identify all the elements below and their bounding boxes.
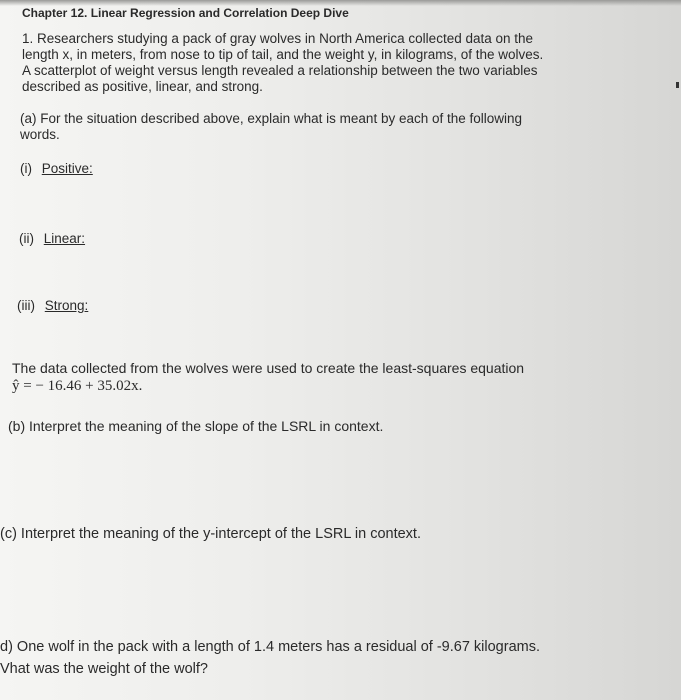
item-number: (i) — [20, 161, 32, 176]
page-edge-mark — [676, 82, 679, 88]
lsrl-intro: The data collected from the wolves were used to create the least-squares equation — [12, 360, 525, 376]
q1-line-1: 1. Researchers studying a pack of gray wolves in North America collected data on the — [22, 31, 534, 46]
part-a-line-2: words. — [20, 127, 60, 142]
q1-line-2: length x, in meters, from nose to tip of tail, and the weight y, in kilograms, of the wolves. — [22, 47, 544, 62]
part-a-item-positive — [20, 161, 93, 176]
q1-line-3: A scatterplot of weight versus length revealed a relationship between the two variables — [22, 63, 538, 78]
item-number: (iii) — [17, 298, 35, 313]
item-number: (ii) — [19, 231, 34, 246]
chapter-title: Chapter 12. Linear Regression and Correlation Deep Dive — [22, 6, 349, 20]
part-a-line-1: (a) For the situation described above, explain what is meant by each of the following — [20, 111, 523, 126]
part-d-line-1: d) One wolf in the pack with a length of 1.4 meters has a residual of -9.67 kilograms. — [0, 639, 540, 655]
item-label: Strong: — [44, 298, 89, 313]
lsrl-equation: ŷ = − 16.46 + 35.02x. — [12, 378, 143, 394]
item-label: Linear: — [43, 231, 86, 246]
q1-line-4: described as positive, linear, and strong. — [22, 79, 263, 94]
part-a-item-linear — [19, 231, 85, 246]
item-label: Positive: — [41, 161, 93, 176]
part-b-question: (b) Interpret the meaning of the slope of the LSRL in context. — [8, 418, 384, 434]
part-d-line-2: Vhat was the weight of the wolf? — [0, 661, 208, 677]
part-a-item-strong — [17, 298, 88, 313]
part-c-question: (c) Interpret the meaning of the y-intercept of the LSRL in context. — [0, 526, 421, 542]
